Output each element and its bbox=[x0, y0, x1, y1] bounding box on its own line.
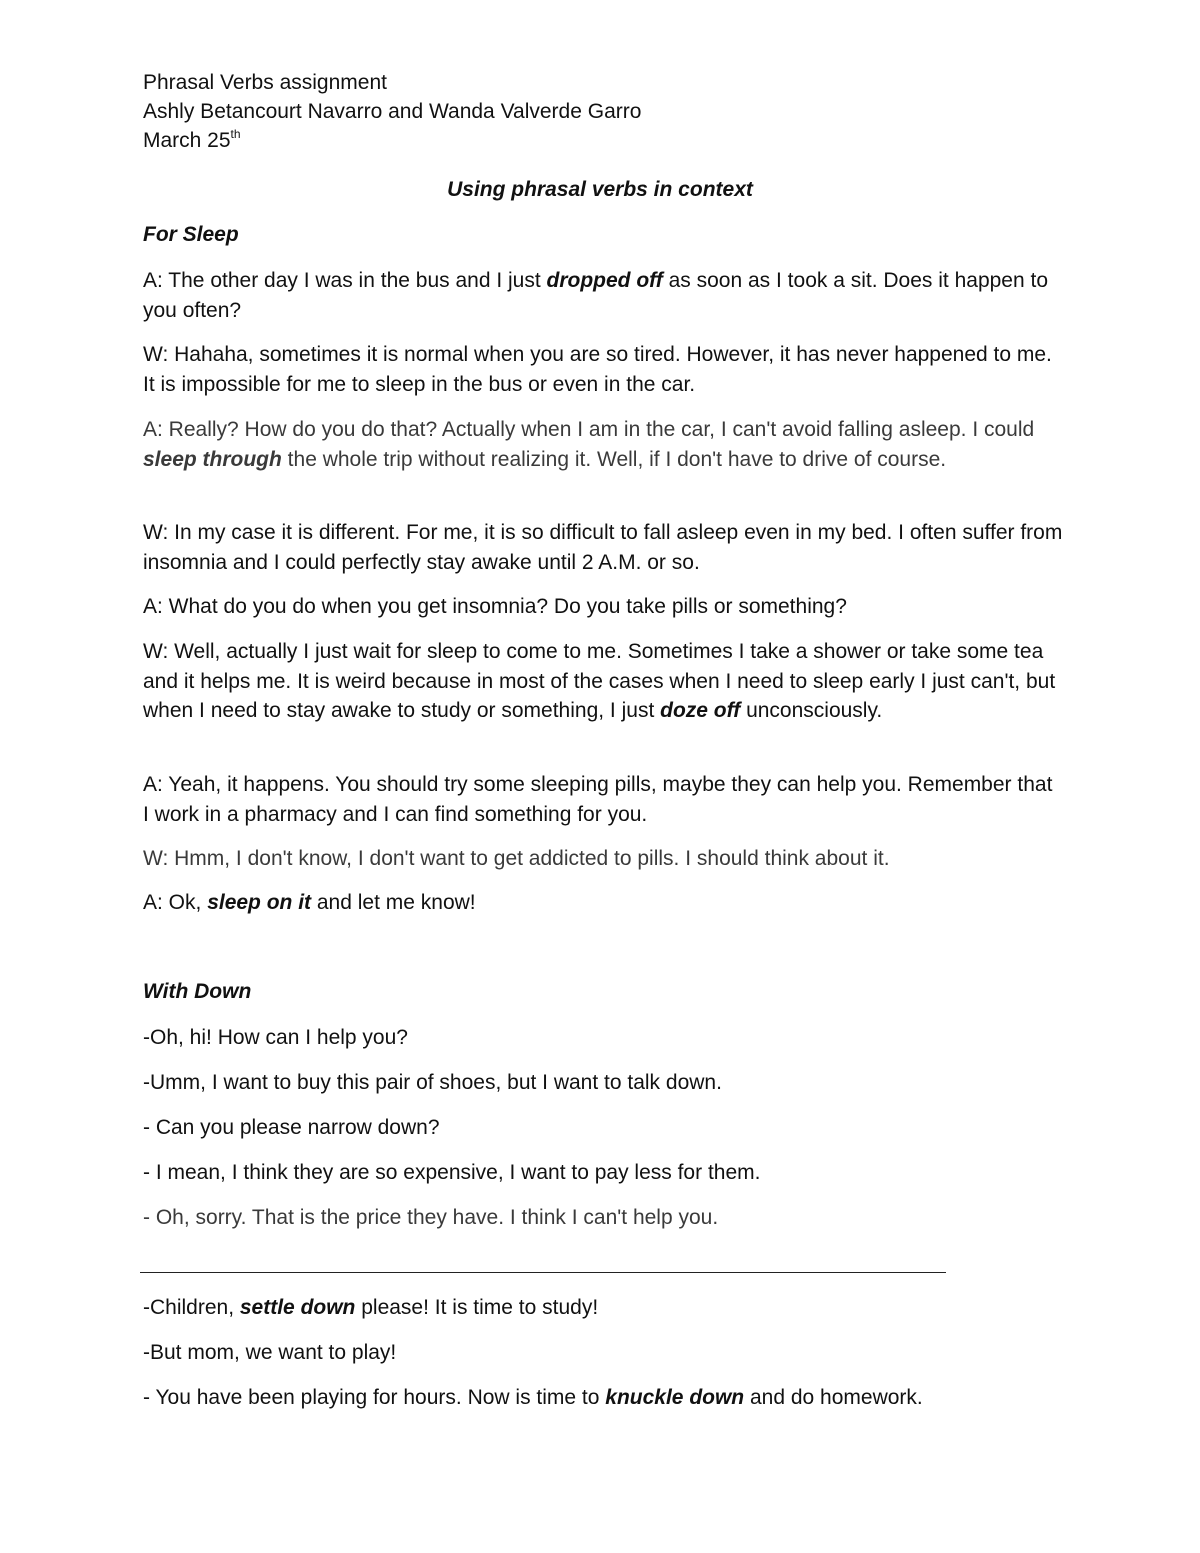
paragraph: W: In my case it is different. For me, it is so difficult to fall asleep even in my bed. I often suffer from insomnia and I could perfectly stay awake until 2 A.M. or so. bbox=[143, 521, 1063, 574]
phrasal-verb: sleep through bbox=[143, 447, 282, 471]
phrasal-verb: doze off bbox=[660, 699, 741, 722]
dialogue-line: - I mean, I think they are so expensive, I want to pay less for them. bbox=[143, 1161, 761, 1184]
paragraph: A: Really? How do you do that? Actually when I am in the car, I can't avoid falling asleep. I could sleep through the whole trip without realizing it. Well, if I don't have to drive of course. bbox=[143, 418, 1035, 471]
document-header bbox=[143, 68, 641, 155]
dialogue-line: -Umm, I want to buy this pair of shoes, but I want to talk down. bbox=[143, 1071, 722, 1094]
paragraph: A: What do you do when you get insomnia? Do you take pills or something? bbox=[143, 595, 847, 618]
dialogue-line: -Children, settle down please! It is time to study! bbox=[143, 1296, 599, 1319]
dialogue-line: - Can you please narrow down? bbox=[143, 1116, 440, 1139]
phrasal-verb: settle down bbox=[239, 1296, 356, 1319]
section-heading-sleep: For Sleep bbox=[143, 223, 239, 246]
assignment-title: Phrasal Verbs assignment bbox=[143, 71, 387, 94]
paragraph: A: Ok, sleep on it and let me know! bbox=[143, 891, 476, 914]
authors: Ashly Betancourt Navarro and Wanda Valverde Garro bbox=[143, 100, 642, 123]
paragraph: W: Hahaha, sometimes it is normal when you are so tired. However, it has never happened to me. It is impossible for me to sleep in the bus or even in the car. bbox=[143, 343, 1052, 396]
dialogue-line: -But mom, we want to play! bbox=[143, 1341, 397, 1364]
document-title: Using phrasal verbs in context bbox=[447, 178, 753, 201]
section-heading-down: With Down bbox=[143, 980, 252, 1003]
date: March 25th bbox=[143, 127, 241, 152]
phrasal-verb: dropped off bbox=[546, 269, 663, 292]
phrasal-verb: knuckle down bbox=[605, 1386, 745, 1409]
dialogue-line: -Oh, hi! How can I help you? bbox=[143, 1026, 408, 1049]
paragraph: A: Yeah, it happens. You should try some sleeping pills, maybe they can help you. Remember that I work in a pharmacy and I can find something for you. bbox=[143, 773, 1053, 826]
horizontal-rule bbox=[140, 1272, 946, 1273]
paragraph: W: Well, actually I just wait for sleep to come to me. Sometimes I take a shower or take some tea and it helps me. It is weird because in most of the cases when I need to sleep early I just can't, but when I need to stay awake to study or something, I just doze off unconsciously. bbox=[143, 640, 1056, 722]
dialogue-line: - Oh, sorry. That is the price they have. I think I can't help you. bbox=[143, 1206, 719, 1229]
paragraph: A: The other day I was in the bus and I just dropped off as soon as I took a sit. Does it happen to you often? bbox=[143, 269, 1049, 322]
phrasal-verb: sleep on it bbox=[207, 891, 312, 914]
paragraph: W: Hmm, I don't know, I don't want to get addicted to pills. I should think about it. bbox=[143, 847, 890, 870]
dialogue-line: - You have been playing for hours. Now is time to knuckle down and do homework. bbox=[143, 1386, 923, 1409]
